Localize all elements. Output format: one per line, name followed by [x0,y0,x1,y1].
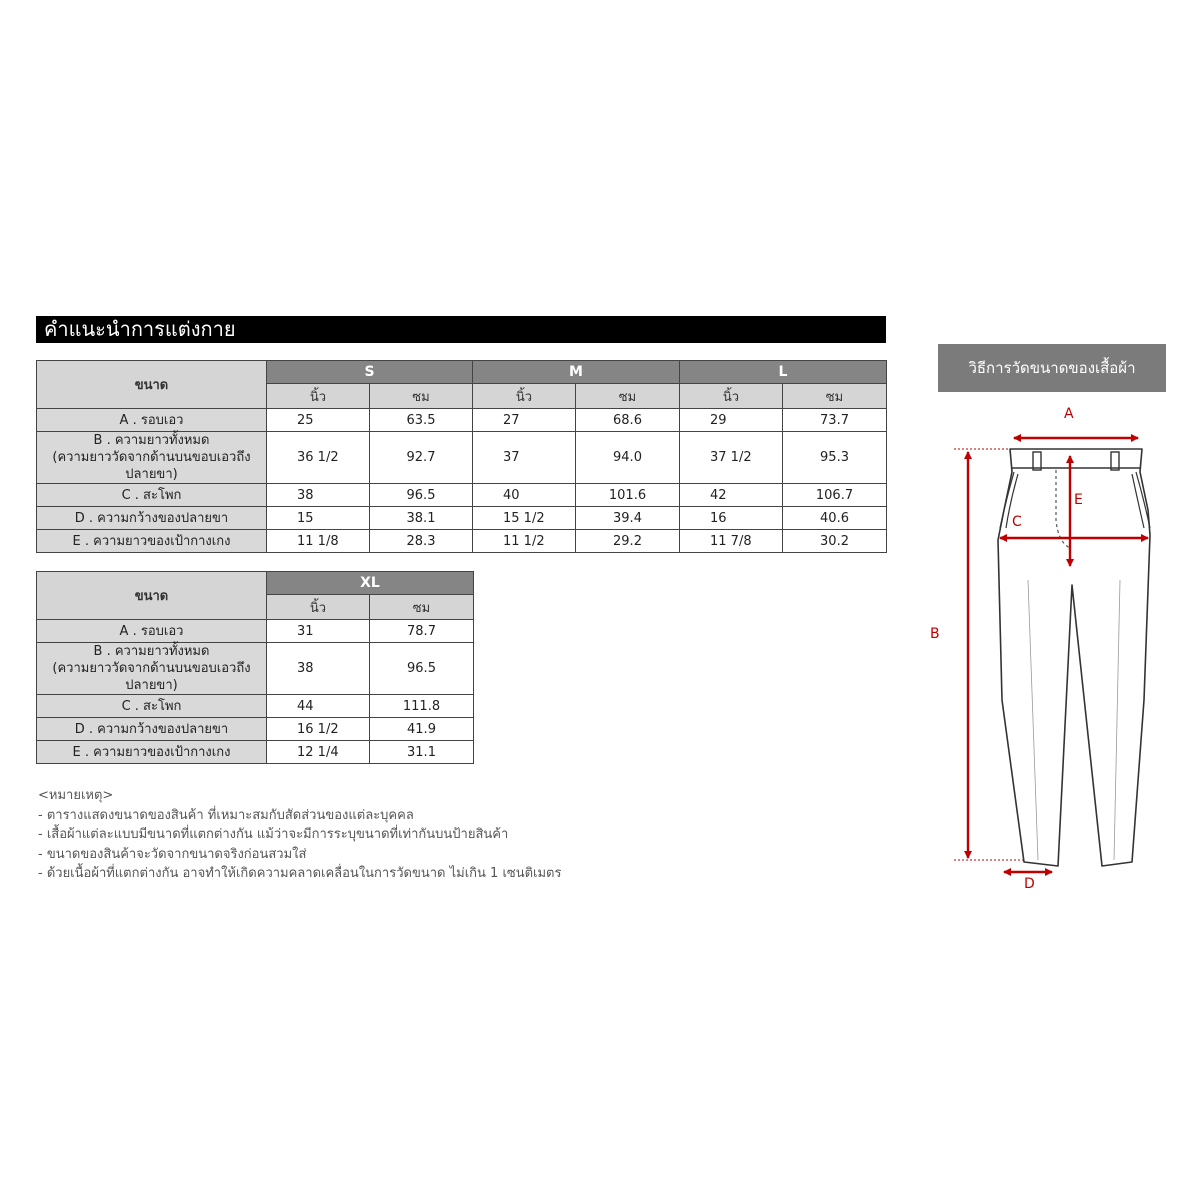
value-cell: 27 [473,409,576,432]
value-cell: 40.6 [783,507,887,530]
size-header-m: M [473,361,680,384]
value-cell: 11 1/2 [473,530,576,553]
row-label-line: ปลายขา) [125,467,178,482]
value-cell: 96.5 [370,643,474,695]
value-cell: 36 1/2 [267,432,370,484]
unit-inch: นิ้ว [680,384,783,409]
notes-heading: <หมายเหตุ> [38,788,114,803]
value-cell: 73.7 [783,409,887,432]
row-label-total-length [37,643,267,695]
pants-measurement-diagram [920,400,1180,900]
notes [38,786,561,884]
row-label-total-length [37,432,267,484]
measure-guide-title: วิธีการวัดขนาดของเสื้อผ้า [938,344,1166,392]
value-cell: 94.0 [576,432,680,484]
row-label-hip: C . สะโพก [37,484,267,507]
value-cell: 16 [680,507,783,530]
unit-cm: ซม [576,384,680,409]
size-header-xl: XL [267,572,474,595]
value-cell: 11 1/8 [267,530,370,553]
value-cell: 15 [267,507,370,530]
value-cell: 106.7 [783,484,887,507]
row-label-line: (ความยาววัดจากด้านบนขอบเอวถึง [52,450,251,465]
unit-cm: ซม [370,384,473,409]
dim-label-b: B [930,626,940,642]
unit-inch: นิ้ว [267,595,370,620]
value-cell: 37 1/2 [680,432,783,484]
value-cell: 28.3 [370,530,473,553]
size-table-xl [36,571,474,764]
unit-cm: ซม [370,595,474,620]
value-cell: 31.1 [370,741,474,764]
value-cell: 37 [473,432,576,484]
value-cell: 15 1/2 [473,507,576,530]
row-label-waist: A . รอบเอว [37,620,267,643]
value-cell: 30.2 [783,530,887,553]
row-label-line: B . ความยาวทั้งหมด [93,644,210,659]
unit-cm: ซม [783,384,887,409]
value-cell: 95.3 [783,432,887,484]
value-cell: 29.2 [576,530,680,553]
note-item: - ตารางแสดงขนาดของสินค้า ที่เหมาะสมกับสัดส่วนของแต่ละบุคคล [38,807,414,823]
pants-illustration [920,400,1180,900]
table-row [37,409,887,432]
value-cell: 38.1 [370,507,473,530]
note-item: - ด้วยเนื้อผ้าที่แตกต่างกัน อาจทำให้เกิดความคลาดเคลื่อนในการวัดขนาด ไม่เกิน 1 เซนติเมตร [38,866,562,881]
value-cell: 96.5 [370,484,473,507]
value-cell: 92.7 [370,432,473,484]
table-row [37,530,887,553]
value-cell: 78.7 [370,620,474,643]
value-cell: 12 1/4 [267,741,370,764]
table-row [37,432,887,484]
value-cell: 101.6 [576,484,680,507]
size-table-s-m-l [36,360,887,553]
row-label-leg-opening: D . ความกว้างของปลายขา [37,718,267,741]
row-label-line: ปลายขา) [125,678,178,693]
dim-label-e: E [1074,492,1083,508]
row-label-line: (ความยาววัดจากด้านบนขอบเอวถึง [52,661,251,676]
page-title: คำแนะนำการแต่งกาย [36,316,886,343]
unit-inch: นิ้ว [473,384,576,409]
value-cell: 16 1/2 [267,718,370,741]
dim-label-d: D [1024,876,1035,892]
note-item: - เสื้อผ้าแต่ละแบบมีขนาดที่แตกต่างกัน แม้ว่าจะมีการระบุขนาดที่เท่ากันบนป้ายสินค้า [38,827,509,842]
table-row [37,741,474,764]
size-header-l: L [680,361,887,384]
value-cell: 40 [473,484,576,507]
table-row [37,643,474,695]
dim-label-c: C [1012,514,1022,530]
value-cell: 41.9 [370,718,474,741]
value-cell: 63.5 [370,409,473,432]
row-label-line: B . ความยาวทั้งหมด [93,433,210,448]
value-cell: 39.4 [576,507,680,530]
value-cell: 68.6 [576,409,680,432]
row-label-hip: C . สะโพก [37,695,267,718]
value-cell: 42 [680,484,783,507]
size-header-label: ขนาด [37,361,267,409]
table-row [37,620,474,643]
value-cell: 31 [267,620,370,643]
table-row [37,695,474,718]
value-cell: 44 [267,695,370,718]
table-row [37,718,474,741]
note-item: - ขนาดของสินค้าจะวัดจากขนาดจริงก่อนสวมใส่ [38,846,307,862]
table-row [37,507,887,530]
pants-outline [998,449,1150,866]
unit-inch: นิ้ว [267,384,370,409]
value-cell: 111.8 [370,695,474,718]
row-label-leg-opening: D . ความกว้างของปลายขา [37,507,267,530]
value-cell: 25 [267,409,370,432]
row-label-waist: A . รอบเอว [37,409,267,432]
size-header-label: ขนาด [37,572,267,620]
dim-label-a: A [1064,406,1074,422]
size-header-s: S [267,361,473,384]
table-row [37,484,887,507]
row-label-rise: E . ความยาวของเป้ากางเกง [37,530,267,553]
value-cell: 38 [267,484,370,507]
value-cell: 38 [267,643,370,695]
value-cell: 11 7/8 [680,530,783,553]
row-label-rise: E . ความยาวของเป้ากางเกง [37,741,267,764]
value-cell: 29 [680,409,783,432]
